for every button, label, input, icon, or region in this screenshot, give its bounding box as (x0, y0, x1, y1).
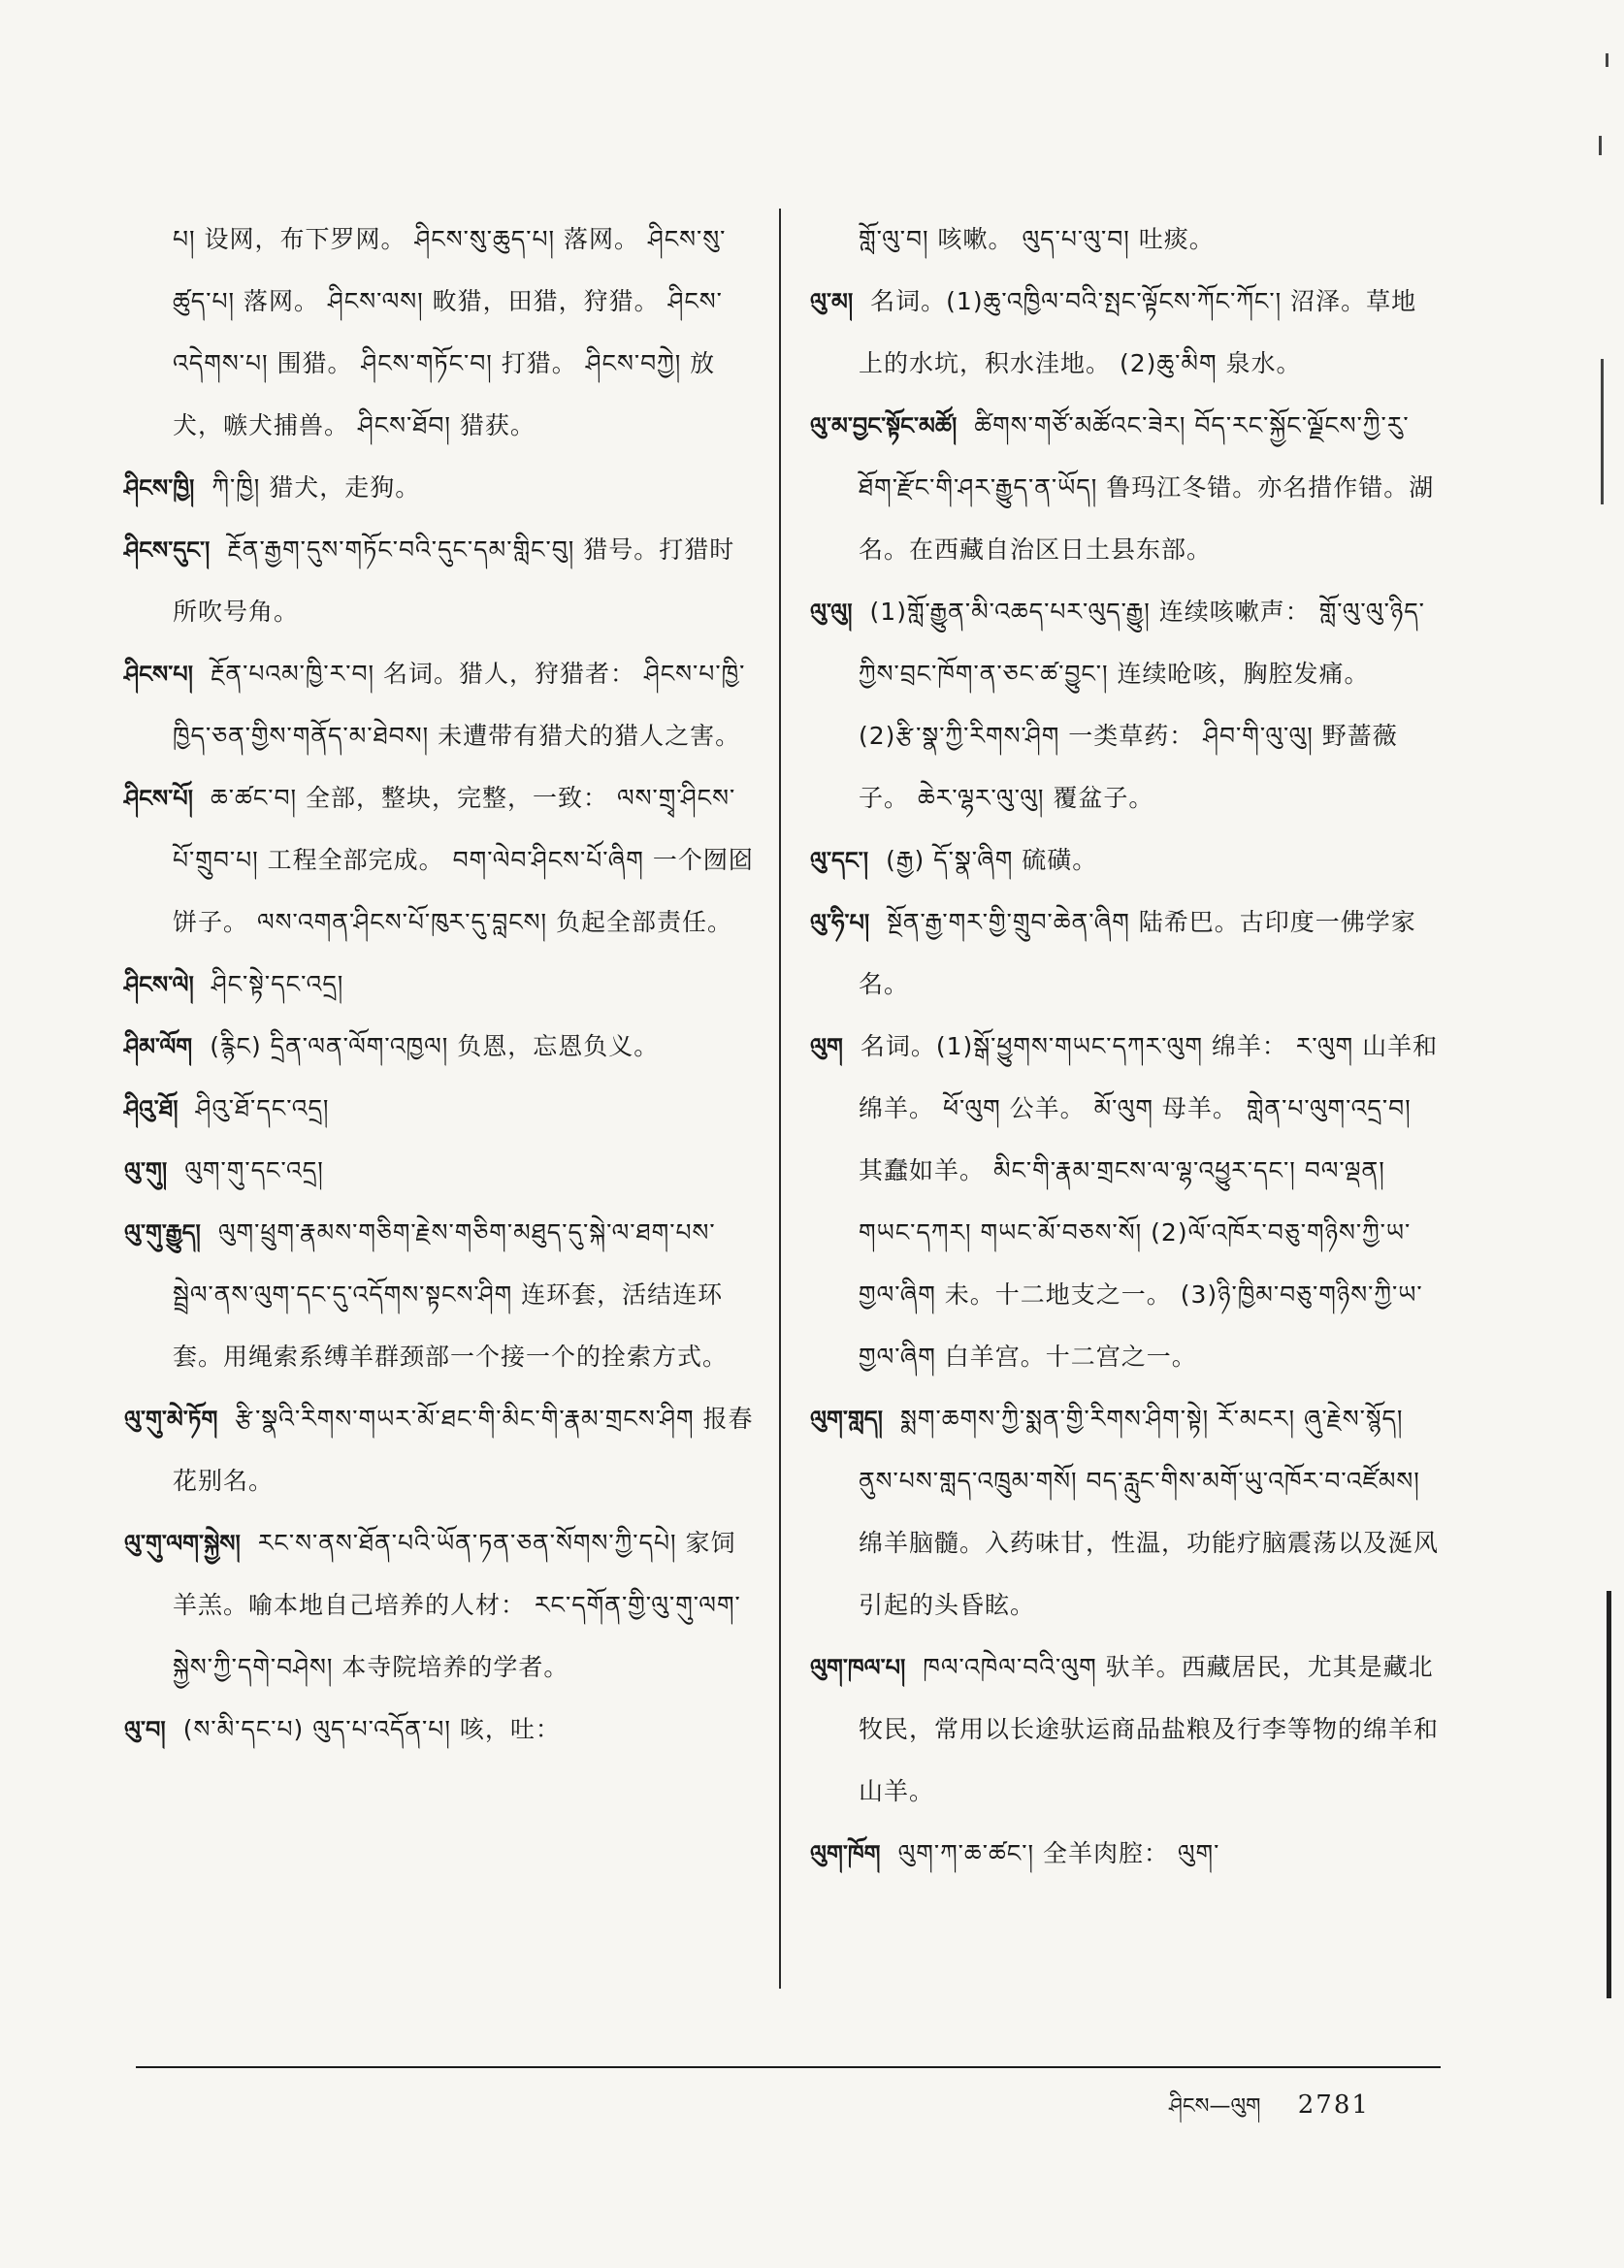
entry-definition: རྩི་སྣའི་རིགས་གཡར་མོ་ཐང་གི་མིང་གི་རྣམ་གྲངས་ཤིག 报春花别名。 (173, 1405, 754, 1495)
right-column (810, 209, 1441, 1885)
entry-definition: 名词。(1)ཆུ་འཁྱིལ་བའི་སྤང་ལྟོངས་ཀོང་ཀོང་། 沼泽。草地上的水坑，积水洼地。 (2)ཆུ་མིག 泉水。 (859, 287, 1417, 377)
entry-headword: ལུ་ཧི་པ། (810, 909, 870, 936)
entry-headword: ལུ་མ་བྱང་སྟོང་མཚོ། (810, 412, 958, 439)
dictionary-entry (124, 1202, 755, 1388)
entry-definition: ཤིའུ་ཐོ་དང་འདྲ། (195, 1094, 330, 1122)
dictionary-entry (124, 767, 755, 954)
entry-headword: ཤིངས་དུང་། (124, 536, 211, 564)
running-head: ཤིངས—ལུག (1169, 2094, 1261, 2119)
entry-headword: ལུག་གླད། (810, 1406, 883, 1433)
scan-mark (1606, 53, 1608, 67)
left-column (124, 209, 755, 1761)
entry-headword: ཤིངས་པ། (124, 661, 193, 688)
entry-headword: ལུ་བ། (124, 1716, 166, 1743)
entry-headword: ལུ་གུ་ལག་སྐྱེས། (124, 1530, 241, 1557)
dictionary-entry (810, 1636, 1441, 1823)
entry-definition: (ས་མི་དང་པ) ལུད་པ་འདོན་པ། 咳，吐： (182, 1715, 561, 1743)
entry-definition: (རྙིང) དྲིན་ལན་ལོག་འཁྱལ། 负恩，忘恩负义。 (210, 1032, 660, 1060)
entry-definition: གློ་ལུ་བ། 咳嗽。 ལུད་པ་ལུ་བ། 吐痰。 (859, 225, 1215, 253)
dictionary-entry (810, 891, 1441, 1016)
entry-headword: ཤིངས་པོ། (124, 785, 193, 812)
dictionary-entry (810, 829, 1441, 891)
entry-headword: ཤིངས་ལེ། (124, 971, 194, 998)
dictionary-entry (124, 1699, 755, 1761)
dictionary-entry (810, 209, 1441, 271)
entry-headword: ལུ་གུ། (124, 1157, 168, 1184)
page-number: 2781 (1297, 2090, 1370, 2120)
scan-mark (1607, 1591, 1611, 1998)
entry-headword: ལུ་གུ་རྒྱུད། (124, 1219, 201, 1247)
entry-definition: ཁལ་འཁེལ་བའི་ལུག 驮羊。西藏居民，尤其是藏北牧民，常用以长途驮运商品盐粮及行李等物的绵羊和山羊。 (859, 1653, 1440, 1805)
dictionary-entry (810, 395, 1441, 581)
entry-headword: ལུ་དང་། (810, 847, 869, 874)
footer-rule (136, 2066, 1441, 2068)
entry-definition: ཤིང་སྟེ་དང་འདྲ། (211, 970, 344, 998)
entry-definition: ལུག་གུ་དང་འདྲ། (184, 1156, 324, 1184)
scan-mark (1599, 136, 1602, 155)
page-footer (1169, 2086, 1460, 2126)
entry-definition: རང་ས་ནས་ཐོན་པའི་ཡོན་ཏན་ཅན་སོགས་ཀྱི་དཔེ། 家饲羊羔。喻本地自己培养的人材： རང་དགོན་གྱི་ལུ་གུ་ལག་སྐྱེས་ཀྱི་དགེ་བཤེས། 本寺院培养的学者。 (173, 1529, 741, 1681)
entry-definition: པ། 设网，布下罗网。 ཤིངས་སུ་ཆུད་པ། 落网。 ཤིངས་སུ་ཚུད་པ། 落网。 ཤིངས་ལས། 畋猎，田猎，狩猎。 ཤིངས་འདེགས་པ། 围猎。 ཤིངས་གཏོང་བ། 打猎。 ཤིངས་བཀྱེ། 放犬，嗾犬捕兽。 ཤིངས་ཐོབ། 猎获。 (173, 225, 727, 439)
entry-definition: ལུག་ཀ་ཆ་ཚང་། 全羊肉腔： ལུག་ (897, 1839, 1220, 1867)
entry-headword: ལུ་ལུ། (810, 599, 853, 626)
dictionary-entry (124, 954, 755, 1016)
entry-headword: ལུ་མ། (810, 288, 854, 315)
column-divider (779, 209, 781, 1989)
entry-headword: ཤིམ་ལོག (124, 1033, 193, 1060)
dictionary-entry (124, 1140, 755, 1202)
entry-definition: རྔོན་རྒྱག་དུས་གཏོང་བའི་དུང་དམ་གླིང་བུ། 猎号。打猎时所吹号角。 (173, 535, 735, 626)
entry-headword: ལུག (810, 1033, 843, 1060)
entry-definition: ཚིགས་གཙོ་མཚོའང་ཟེར། བོད་རང་སྐྱོང་ལྗོངས་ཀྱི་རུ་ཐོག་རྫོང་གི་ཤར་རྒྱུད་ན་ཡོད། 鲁玛江冬错。亦名措作错。湖名。在西藏自治区日土县东部。 (859, 411, 1435, 564)
dictionary-entry (124, 457, 755, 519)
entry-headword: ལུ་གུ་མེ་ཏོག (124, 1406, 218, 1433)
dictionary-entry (124, 209, 755, 457)
entry-headword: ལུག་ཁོག (810, 1840, 881, 1867)
dictionary-entry (810, 1823, 1441, 1885)
entry-definition: རྔོན་པའམ་ཁྱི་ར་བ། 名词。猎人，狩猎者： ཤིངས་པ་ཁྱི་ཁྱིད་ཅན་གྱིས་གནོད་མ་ཐེབས། 未遭带有猎犬的猎人之害。 (173, 660, 746, 750)
entry-definition: སྨག་ཆགས་ཀྱི་སྨན་གྱི་རིགས་ཤིག་སྟེ། རོ་མངར། ཞུ་རྗེས་སྙོད། ནུས་པས་གླད་འཁྲུམ་གསོ། བད་རླུང་གིས་མགོ་ཡུ་འཁོར་བ་འཛོམས། 绵羊脑髓。入药味甘，性温，功能疗脑震荡以及涎风引起的头昏眩。 (859, 1405, 1440, 1619)
dictionary-entry (124, 1016, 755, 1078)
entry-definition: (རྒྱ) དོ་སྣ་ཞིག 硫磺。 (886, 846, 1098, 874)
entry-definition: ཀི་ཁྱི། 猎犬，走狗。 (211, 473, 421, 502)
entry-definition: 名词。(1)སྒོ་ཕྱུགས་གཡང་དཀར་ལུག 绵羊： ར་ལུག 山羊和绵羊。 ཕོ་ལུག 公羊。 མོ་ལུག 母羊。 གླེན་པ་ལུག་འདྲ་བ། 其蠢如羊。 མིང་གི་རྣམ་གྲངས་ལ་ལྷ་འཕྱུར་དང་། བལ་ལྡན། གཡང་དཀར། གཡང་མོ་བཅས་སོ། (2)ལོ་འཁོར་བཅུ་གཉིས་ཀྱི་ཡ་གྱལ་ཞིག 未。十二地支之一。 (3)ཉི་ཁྱིམ་བཅུ་གཉིས་ཀྱི་ཡ་གྱལ་ཞིག 白羊宫。十二宫之一。 (859, 1032, 1439, 1371)
dictionary-entry (810, 1016, 1441, 1388)
entry-definition: ཆ་ཚང་བ། 全部，整块，完整，一致： ལས་གྲྭ་ཤིངས་པོ་གྲུབ་པ། 工程全部完成。 བག་ལེབ་ཤིངས་པོ་ཞིག 一个囫囵饼子。 ལས་འགན་ཤིངས་པོ་ཁུར་དུ་བླངས། 负起全部责任。 (173, 784, 754, 936)
dictionary-entry (124, 1512, 755, 1699)
dictionary-entry (124, 1078, 755, 1140)
entry-headword: ལུག་ཁལ་པ། (810, 1654, 906, 1681)
entry-definition: སྔོན་རྒྱ་གར་གྱི་གྲུབ་ཆེན་ཞིག 陆希巴。古印度一佛学家名。 (859, 908, 1416, 998)
dictionary-entry (124, 519, 755, 643)
dictionary-entry (810, 1388, 1441, 1636)
entry-definition: (1)གློ་རྒྱུན་མི་འཆད་པར་ལུད་རྒྱུ། 连续咳嗽声： གློ་ལུ་ལུ་ཉིད་ཀྱིས་བྲང་ཁོག་ན་ཅང་ཚ་བྱུང་། 连续呛咳，胸腔发痛。 (2)རྩི་སྣ་ཀྱི་རིགས་ཤིག 一类草药： ཤིབ་གི་ལུ་ལུ། 野蔷薇子。 ཆེར་ལྷར་ལུ་ལུ། 覆盆子。 (859, 598, 1425, 812)
scan-mark (1601, 359, 1604, 504)
entry-headword: ཤིའུ་ཐོ། (124, 1095, 179, 1122)
dictionary-entry (810, 271, 1441, 395)
entry-definition: ལུག་ཕྲུག་རྣམས་གཅིག་རྗེས་གཅིག་མཐུད་དུ་སྐེ་ལ་ཐག་པས་སྦྲེལ་ནས་ལུག་དང་དུ་འདོགས་སྟངས་ཤིག 连环套，活结连环套。用绳索系缚羊群颈部一个接一个的拴索方式。 (173, 1218, 729, 1371)
dictionary-entry (124, 1388, 755, 1512)
dictionary-entry (810, 581, 1441, 829)
entry-headword: ཤིངས་ཁྱི། (124, 474, 195, 502)
dictionary-entry (124, 643, 755, 767)
